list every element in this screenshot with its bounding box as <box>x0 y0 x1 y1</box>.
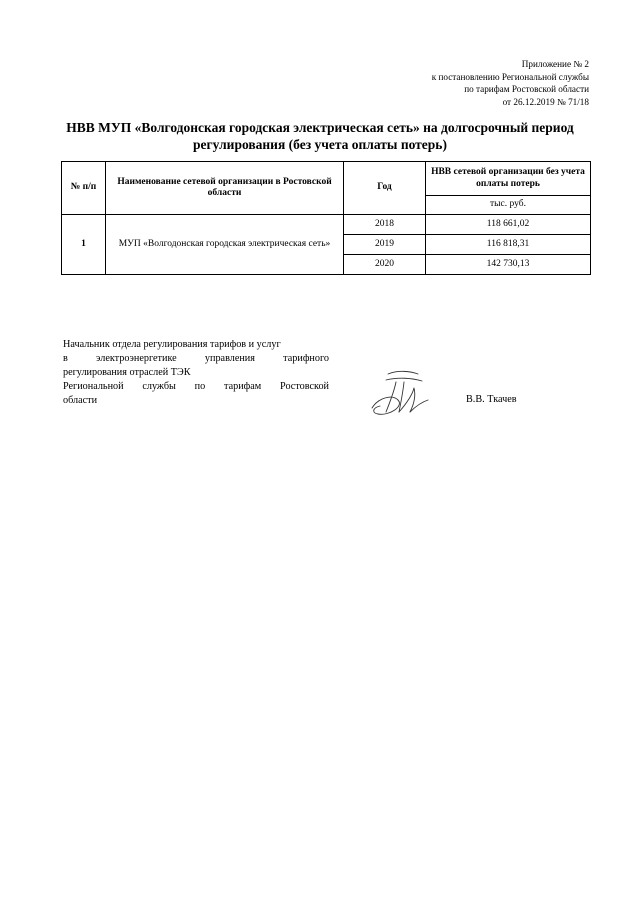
title-line: НВВ МУП «Волгодонская городская электрическая сеть» на долгосрочный период <box>66 120 574 135</box>
value-cell: 118 661,02 <box>426 215 591 235</box>
signatory-position <box>63 338 329 408</box>
handwritten-signature-icon <box>368 368 430 420</box>
position-line: Региональной службы по тарифам Ростовской <box>63 381 329 392</box>
header-name: Наименование сетевой организации в Ростовской области <box>106 162 344 215</box>
position-line: Начальник отдела регулирования тарифов и услуг <box>63 339 281 350</box>
header-year: Год <box>344 162 426 215</box>
organization-name: МУП «Волгодонская городская электрическая сеть» <box>106 215 344 275</box>
signatory-name: В.В. Ткачев <box>466 394 517 405</box>
header-unit: тыс. руб. <box>426 196 591 215</box>
annex-line: от 26.12.2019 № 71/18 <box>502 96 589 107</box>
table-header-row <box>62 162 591 196</box>
position-line: регулирования отраслей ТЭК <box>63 367 191 378</box>
year-cell: 2019 <box>344 235 426 255</box>
document-title <box>60 119 580 153</box>
annex-line: к постановлению Региональной службы <box>431 71 589 82</box>
row-number: 1 <box>62 215 106 275</box>
annex-line: по тарифам Ростовской области <box>464 84 589 94</box>
position-line: в электроэнергетике управления тарифного <box>63 353 329 364</box>
year-cell: 2018 <box>344 215 426 235</box>
year-cell: 2020 <box>344 255 426 275</box>
table-row <box>62 215 591 235</box>
value-cell: 116 818,31 <box>426 235 591 255</box>
title-line: регулирования (без учета оплаты потерь) <box>193 137 447 152</box>
tariff-table <box>61 161 591 275</box>
annex-line: Приложение № 2 <box>521 59 589 69</box>
position-line: области <box>63 395 98 406</box>
value-cell: 142 730,13 <box>426 255 591 275</box>
annex-header <box>309 58 589 108</box>
header-nvv: НВВ сетевой организации без учета оплаты потерь <box>426 162 591 196</box>
header-num: № п/п <box>62 162 106 215</box>
